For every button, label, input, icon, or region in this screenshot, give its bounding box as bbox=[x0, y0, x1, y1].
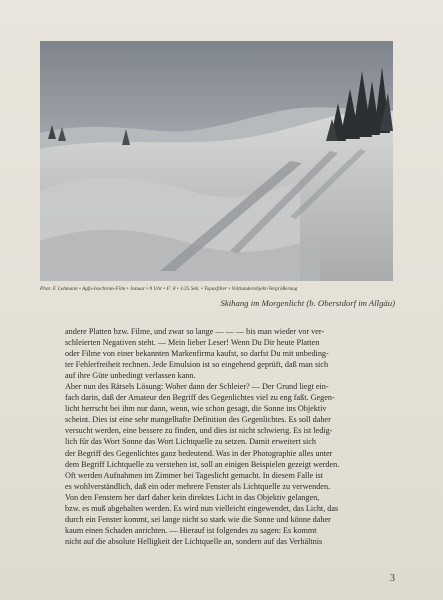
photo-image bbox=[40, 41, 393, 281]
photo-credit: Phot. F. Lehmann • Agfa-Isochrom-Film • Januar • 9 Uhr • F: 8 • 1/25 Sek. • Topasfilter • Voltlanderobjekt-Vergrößerung bbox=[40, 286, 298, 292]
text-line: schleierten Negativen steht. — Mein lieber Leser! Wenn Du Dir heute Platten bbox=[65, 338, 320, 348]
text-line: kaum einen Schaden anrichten. — Hierauf ist folgendes zu sagen: Es kommt bbox=[65, 525, 317, 535]
text-line: es wohlverständlich, daß ein oder mehrere Fenster als Lichtquelle zu verwenden. bbox=[65, 481, 331, 491]
text-line: fach darin, daß der Amateur den Begriff des Gegenlichtes viel zu eng faßt. Gegen- bbox=[65, 393, 335, 403]
page-number: 3 bbox=[390, 573, 395, 584]
text-line: Aber nun des Rätsels Lösung: Woher dann der Schleier? — Der Grund liegt ein- bbox=[65, 382, 329, 392]
text-line: bzw. es muß abgehalten werden. Es wird nun vielleicht eingewendet, das Licht, das bbox=[65, 503, 339, 513]
text-line: ter Fehlerfreiheit rechnen. Jede Emulsion ist so eingehend geprüft, daß man sich bbox=[65, 360, 329, 370]
text-line: scheint. Dies ist eine sehr mangelhafte Definition des Gegenlichtes. Es soll daher bbox=[65, 415, 331, 425]
text-line: licht herrscht bei ihm nur dann, wenn, wie schon gesagt, die Sonne ins Objektiv bbox=[65, 404, 327, 414]
text-line: nicht auf die absolute Helligkeit der Lichtquelle an, sondern auf das Verhältnis bbox=[65, 536, 323, 546]
text-line: durch ein Fenster kommt, sei lange nicht so stark wie die Sonne und könne daher bbox=[65, 514, 331, 524]
snow-landscape-photo bbox=[40, 41, 393, 281]
body-text bbox=[65, 326, 365, 547]
text-line: oder Filme von einer bekannten Markenfirma kaufst, so darfst Du mit unbeding- bbox=[65, 349, 329, 359]
text-line: Oft werden Aufnahmen im Zimmer bei Tageslicht gemacht. In diesem Falle ist bbox=[65, 470, 324, 480]
text-line: dem Begriff Lichtquelle zu verstehen ist, soll an einigen Beispielen gezeigt werden. bbox=[65, 459, 340, 469]
photo-caption: Skihang im Morgenlicht (b. Oberstdorf im Allgäu) bbox=[220, 298, 395, 308]
text-line: andere Platten bzw. Filme, und zwar so lange — — — bis man wieder vor ver- bbox=[65, 327, 325, 336]
text-line: versucht werden, eine bessere zu finden, und dies ist nicht schwierig. Es ist ledig- bbox=[65, 426, 333, 436]
text-line: Von den Fenstern her darf daher kein direktes Licht in das Objektiv gelangen, bbox=[65, 492, 320, 502]
text-line: auf ihre Güte unbedingt verlassen kann. bbox=[65, 371, 196, 381]
text-line: lich für das Wort Sonne das Wort Lichtquelle zu setzen. Damit erweitert sich bbox=[65, 437, 316, 447]
text-line: der Begriff des Gegenlichtes ganz bedeutend. Was in der Photographie alles unter bbox=[65, 448, 333, 458]
